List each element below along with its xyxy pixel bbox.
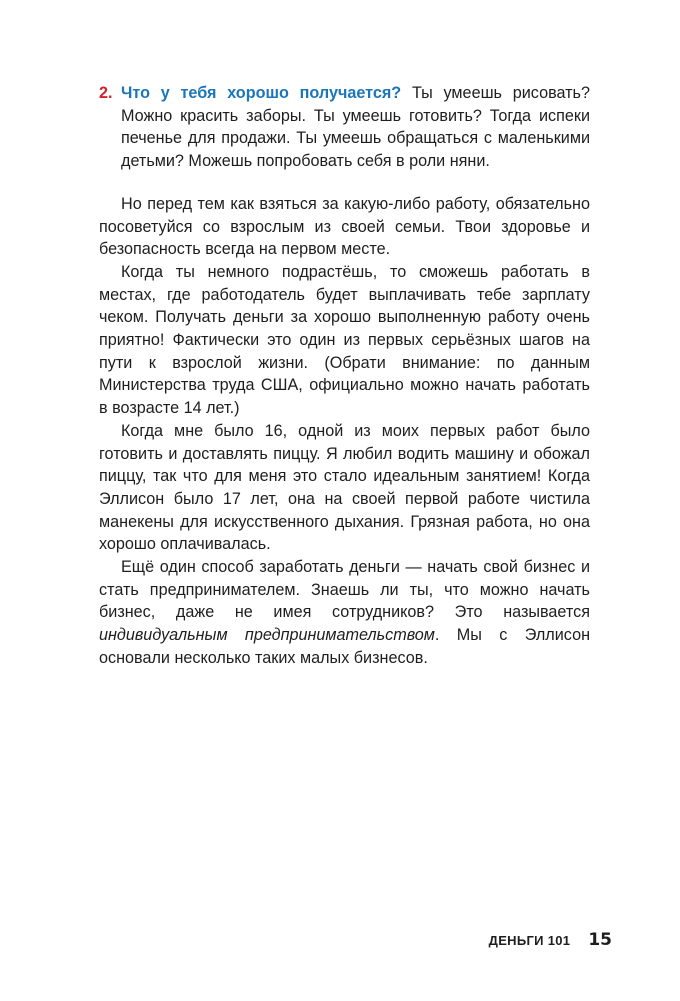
paragraph-last xyxy=(99,556,590,670)
paragraph-text: . Мы с Эллисон основали несколько таких малых бизнесов. xyxy=(99,626,591,667)
list-item-text: Ты умеешь рисовать? Можно красить заборы. Ты умеешь готовить? Тогда испеки печенье для продажи. Ты умеешь обращаться с маленькими детьми? Можешь попробовать себя в роли няни. xyxy=(121,84,590,171)
paragraph-text: Ещё один способ заработать деньги — начать свой бизнес и стать предпринимателем. Знаешь ли ты, что можно начать бизнес, даже не имея сотрудников? Это называется xyxy=(99,558,590,622)
list-number: 2. xyxy=(99,84,113,102)
paragraph: Когда ты немного подрастёшь, то сможешь работать в местах, где работодатель будет выплачивать тебе зарплату чеком. Получать деньги за хорошо выполненную работу очень приятно! Фактически это один из первых серьёзных шагов на пути к взрослой жизни. (Обрати внимание: по данным Министерства труда США, официально можно начать работать в возрасте 14 лет.) xyxy=(99,262,590,418)
list-item-lead: Что у тебя хорошо получается? xyxy=(121,84,402,102)
running-head: ДЕНЬГИ 101 xyxy=(488,933,571,948)
list-item xyxy=(99,82,590,173)
page-footer xyxy=(489,930,612,950)
paragraph: Когда мне было 16, одной из моих первых работ было готовить и доставлять пиццу. Я любил водить машину и обожал пиццу, так что для меня это стало идеальным занятием! Когда Эллисон было 17 лет, она на своей первой работе чистила манекены для искусственного дыхания. Грязная работа, но она хорошо оплачивалась. xyxy=(99,421,590,554)
italic-term: индивидуальным предпринимательством xyxy=(99,626,435,645)
page-number: 15 xyxy=(588,930,612,950)
paragraph: Но перед тем как взяться за какую-либо работу, обязательно посоветуйся со взрослым из своей семьи. Твои здоровье и безопасность всегда на первом месте. xyxy=(99,194,590,259)
body-text xyxy=(99,82,590,670)
